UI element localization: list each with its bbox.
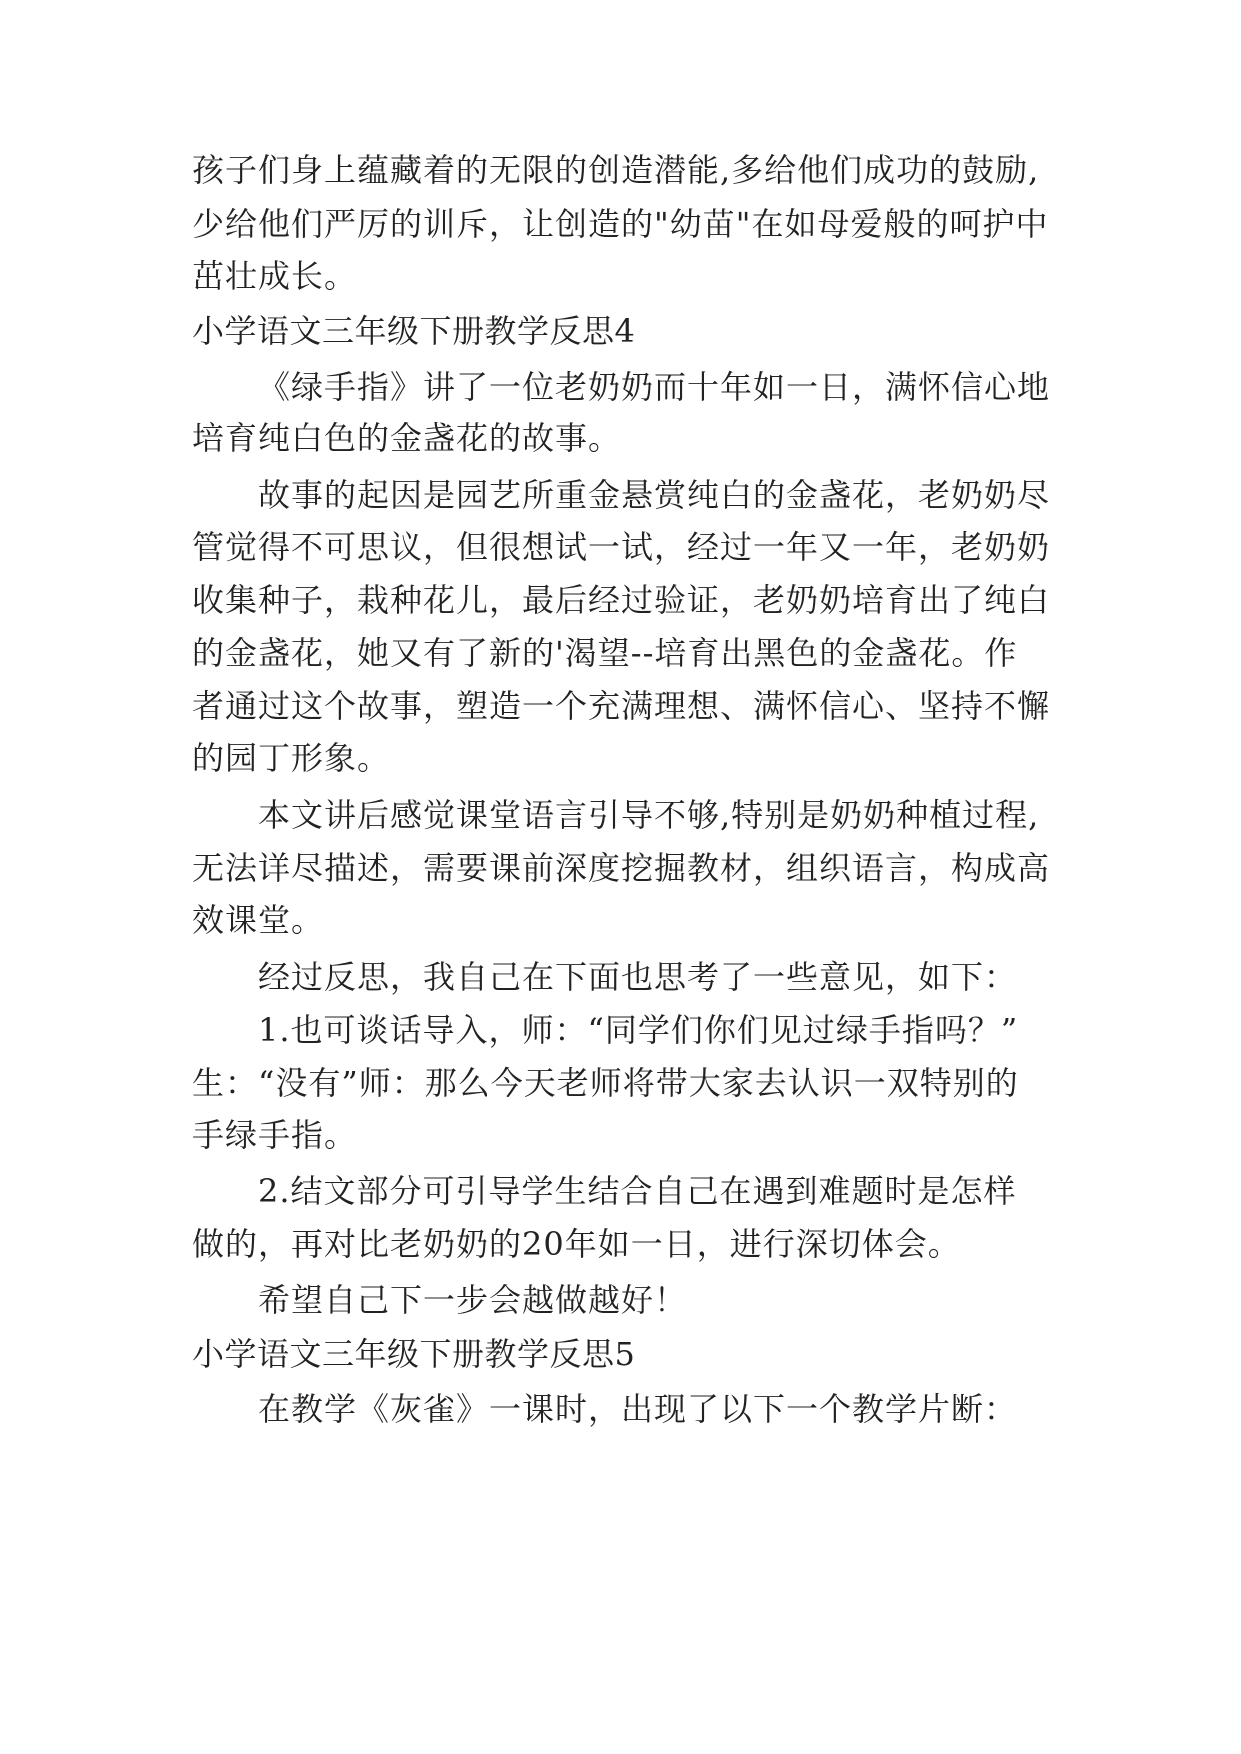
paragraph-line: 《绿手指》讲了一位老奶奶而十年如一日，满怀信心地	[258, 368, 1051, 406]
paragraph-line: 本文讲后感觉课堂语言引导不够,特别是奶奶种植过程,	[258, 796, 1040, 834]
paragraph-line: 2.结文部分可引导学生结合自己在遇到难题时是怎样	[258, 1172, 1017, 1210]
paragraph-line: 做的，再对比老奶奶的20年如一日，进行深切体会。	[192, 1225, 961, 1263]
paragraph-line: 茁壮成长。	[192, 257, 358, 295]
paragraph-line: 孩子们身上蕴藏着的无限的创造潜能,多给他们成功的鼓励,	[192, 151, 1040, 189]
paragraph-line: 培育纯白色的金盏花的故事。	[192, 419, 622, 457]
paragraph-line: 效课堂。	[192, 901, 325, 939]
paragraph-line: 经过反思，我自己在下面也思考了一些意见，如下：	[258, 958, 1018, 996]
section-heading: 小学语文三年级下册教学反思5	[192, 1335, 636, 1373]
paragraph-line: 管觉得不可思议，但很想试一试，经过一年又一年，老奶奶	[192, 528, 1051, 566]
paragraph-line: 少给他们严厉的训斥，让创造的"幼苗"在如母爱般的呵护中	[192, 205, 1049, 243]
paragraph-line: 的金盏花，她又有了新的'渴望--培育出黑色的金盏花。作	[192, 634, 1018, 672]
paragraph-line: 者通过这个故事，塑造一个充满理想、满怀信心、坚持不懈	[192, 687, 1051, 725]
paragraph-line: 收集种子，栽种花儿，最后经过验证，老奶奶培育出了纯白	[192, 581, 1051, 619]
paragraph-line: 无法详尽描述，需要课前深度挖掘教材，组织语言，构成高	[192, 849, 1051, 887]
paragraph-line: 故事的起因是园艺所重金悬赏纯白的金盏花，老奶奶尽	[258, 476, 1051, 514]
paragraph-line: 希望自己下一步会越做越好！	[258, 1281, 688, 1319]
paragraph-line: 在教学《灰雀》一课时，出现了以下一个教学片断：	[258, 1390, 1018, 1428]
paragraph-line: 1.也可谈话导入，师：“同学们你们见过绿手指吗？”	[258, 1011, 1019, 1049]
paragraph-line: 手绿手指。	[192, 1116, 358, 1154]
section-heading: 小学语文三年级下册教学反思4	[192, 312, 636, 350]
paragraph-line: 生：“没有”师：那么今天老师将带大家去认识一双特别的	[192, 1064, 1019, 1102]
paragraph-line: 的园丁形象。	[192, 739, 391, 777]
